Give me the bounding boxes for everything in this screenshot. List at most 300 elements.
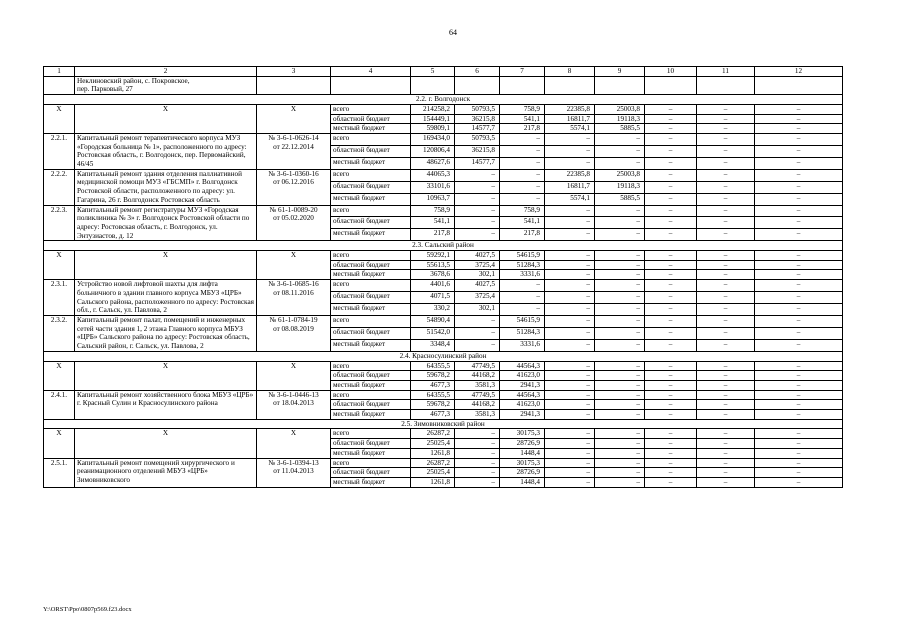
amount-cell: 47749,5 bbox=[455, 361, 500, 371]
amount-cell: – bbox=[645, 124, 697, 134]
object-description-cell: Капитальный ремонт регистратуры МУЗ «Городская поликлиника № 3» г. Волгодонск Ростовской области по адресу: Ростовская область, г. Волгодонск, ул. Энтузиастов, д. 12 bbox=[75, 205, 257, 241]
amount-cell: – bbox=[455, 458, 500, 468]
amount-cell: – bbox=[755, 104, 843, 114]
funding-source-cell: областной бюджет bbox=[331, 468, 411, 478]
amount-cell: – bbox=[755, 439, 843, 449]
cont-empty-cell bbox=[697, 76, 755, 94]
object-description-cell: Капитальный ремонт палат, помещений и инженерных сетей части здания 1, 2 этажа Главного корпуса МБУЗ «ЦРБ» Сальского района по адресу: Ростовская область, Сальский район, г. Сальск, ул. Павлова, 2 bbox=[75, 315, 257, 351]
amount-cell: – bbox=[545, 477, 595, 487]
amount-cell: – bbox=[595, 157, 645, 169]
amount-cell: 25025,4 bbox=[411, 439, 455, 449]
amount-cell: – bbox=[755, 251, 843, 261]
amount-cell: – bbox=[595, 205, 645, 217]
expertise-conclusion-cell: № 3-6-1-0446-13 от 18.04.2013 bbox=[257, 390, 331, 419]
amount-cell: – bbox=[645, 439, 697, 449]
amount-cell: – bbox=[697, 410, 755, 420]
amount-cell: – bbox=[697, 280, 755, 292]
amount-cell: – bbox=[755, 124, 843, 134]
funding-source-cell: областной бюджет bbox=[331, 260, 411, 270]
table-row bbox=[44, 458, 843, 468]
amount-cell: 25003,8 bbox=[595, 169, 645, 181]
amount-cell: – bbox=[595, 327, 645, 339]
amount-cell: – bbox=[645, 361, 697, 371]
amount-cell: – bbox=[755, 217, 843, 229]
row-number-cell: 2.3.1. bbox=[44, 280, 75, 316]
row-number-cell: 2.3.2. bbox=[44, 315, 75, 351]
amount-cell: – bbox=[755, 260, 843, 270]
amount-cell: – bbox=[755, 477, 843, 487]
cont-empty-cell bbox=[755, 76, 843, 94]
cont-empty-cell bbox=[545, 76, 595, 94]
amount-cell: – bbox=[455, 448, 500, 458]
amount-cell: 1448,4 bbox=[500, 477, 545, 487]
section-title: 2.3. Сальский район bbox=[44, 241, 843, 251]
amount-cell: – bbox=[645, 429, 697, 439]
table-row bbox=[44, 429, 843, 439]
column-number-cell: 9 bbox=[595, 67, 645, 77]
amount-cell: – bbox=[645, 181, 697, 193]
amount-cell: 59678,2 bbox=[411, 371, 455, 381]
amount-cell: 50793,5 bbox=[455, 133, 500, 145]
amount-cell: – bbox=[755, 339, 843, 351]
amount-cell: – bbox=[645, 292, 697, 304]
amount-cell: 2941,3 bbox=[500, 380, 545, 390]
section-header-row bbox=[44, 241, 843, 251]
amount-cell: – bbox=[645, 133, 697, 145]
funding-source-cell: областной бюджет bbox=[331, 145, 411, 157]
amount-cell: – bbox=[645, 229, 697, 241]
amount-cell: – bbox=[455, 468, 500, 478]
expertise-conclusion-cell: Х bbox=[257, 361, 331, 390]
amount-cell: – bbox=[595, 468, 645, 478]
amount-cell: – bbox=[755, 390, 843, 400]
funding-source-cell: всего bbox=[331, 429, 411, 439]
continuation-row bbox=[44, 76, 843, 94]
amount-cell: – bbox=[545, 304, 595, 316]
funding-source-cell: областной бюджет bbox=[331, 292, 411, 304]
funding-source-cell: всего bbox=[331, 251, 411, 261]
funding-source-cell: всего bbox=[331, 205, 411, 217]
amount-cell: – bbox=[455, 169, 500, 181]
amount-cell: – bbox=[697, 304, 755, 316]
object-description-cell: Х bbox=[75, 104, 257, 133]
expertise-conclusion-cell: № 3-6-1-0394-13 от 11.04.2013 bbox=[257, 458, 331, 487]
expertise-conclusion-cell: Х bbox=[257, 429, 331, 458]
amount-cell: – bbox=[755, 410, 843, 420]
object-description-cell: Капитальный ремонт здания отделения паллиативной медицинской помощи МУЗ «ГБСМП» г. Волгодонск Ростовской области, расположенного по адресу: ул. Гагарина, 26 г. Волгодонск Ростовская область bbox=[75, 169, 257, 205]
section-title: 2.2. г. Волгодонск bbox=[44, 95, 843, 105]
funding-source-cell: областной бюджет bbox=[331, 439, 411, 449]
amount-cell: – bbox=[645, 468, 697, 478]
budget-table bbox=[43, 66, 843, 488]
amount-cell: – bbox=[545, 145, 595, 157]
amount-cell: – bbox=[500, 157, 545, 169]
amount-cell: – bbox=[595, 229, 645, 241]
amount-cell: 1261,8 bbox=[411, 448, 455, 458]
column-number-cell: 10 bbox=[645, 67, 697, 77]
amount-cell: – bbox=[697, 380, 755, 390]
amount-cell: – bbox=[645, 169, 697, 181]
funding-source-cell: всего bbox=[331, 169, 411, 181]
amount-cell: – bbox=[545, 400, 595, 410]
amount-cell: – bbox=[755, 114, 843, 124]
amount-cell: – bbox=[645, 260, 697, 270]
amount-cell: – bbox=[545, 133, 595, 145]
funding-source-cell: всего bbox=[331, 104, 411, 114]
column-number-cell: 2 bbox=[75, 67, 257, 77]
amount-cell: – bbox=[455, 193, 500, 205]
cont-empty-cell bbox=[645, 76, 697, 94]
row-number-cell: 2.5.1. bbox=[44, 458, 75, 487]
amount-cell: 54615,9 bbox=[500, 251, 545, 261]
amount-cell: 28726,9 bbox=[500, 468, 545, 478]
amount-cell: 41623,0 bbox=[500, 400, 545, 410]
object-description-cell: Х bbox=[75, 251, 257, 280]
amount-cell: – bbox=[545, 229, 595, 241]
amount-cell: – bbox=[595, 410, 645, 420]
column-number-row bbox=[44, 67, 843, 77]
amount-cell: 22385,8 bbox=[545, 169, 595, 181]
amount-cell: – bbox=[645, 371, 697, 381]
amount-cell: 302,1 bbox=[455, 304, 500, 316]
amount-cell: 758,9 bbox=[500, 205, 545, 217]
amount-cell: 4401,6 bbox=[411, 280, 455, 292]
amount-cell: – bbox=[545, 429, 595, 439]
amount-cell: 4677,3 bbox=[411, 380, 455, 390]
amount-cell: – bbox=[697, 124, 755, 134]
amount-cell: – bbox=[545, 205, 595, 217]
amount-cell: – bbox=[697, 193, 755, 205]
row-number-cell: 2.2.2. bbox=[44, 169, 75, 205]
amount-cell: – bbox=[755, 157, 843, 169]
amount-cell: – bbox=[645, 304, 697, 316]
amount-cell: – bbox=[500, 304, 545, 316]
section-header-row bbox=[44, 351, 843, 361]
funding-source-cell: местный бюджет bbox=[331, 380, 411, 390]
page-number: 64 bbox=[449, 28, 457, 37]
amount-cell: – bbox=[755, 133, 843, 145]
amount-cell: 30175,3 bbox=[500, 429, 545, 439]
amount-cell: – bbox=[645, 270, 697, 280]
amount-cell: 44564,3 bbox=[500, 361, 545, 371]
amount-cell: – bbox=[755, 205, 843, 217]
object-description-cell: Капитальный ремонт хозяйственного блока МБУЗ «ЦРБ» г. Красный Сулин и Красносулинского района bbox=[75, 390, 257, 419]
amount-cell: – bbox=[755, 448, 843, 458]
amount-cell: 59292,1 bbox=[411, 251, 455, 261]
amount-cell: – bbox=[755, 169, 843, 181]
amount-cell: – bbox=[755, 371, 843, 381]
amount-cell: – bbox=[755, 429, 843, 439]
amount-cell: 3348,4 bbox=[411, 339, 455, 351]
amount-cell: 26287,2 bbox=[411, 458, 455, 468]
table-row bbox=[44, 169, 843, 181]
funding-source-cell: областной бюджет bbox=[331, 114, 411, 124]
amount-cell: 1261,8 bbox=[411, 477, 455, 487]
amount-cell: 36215,8 bbox=[455, 145, 500, 157]
amount-cell: 3678,6 bbox=[411, 270, 455, 280]
amount-cell: – bbox=[595, 315, 645, 327]
amount-cell: – bbox=[545, 380, 595, 390]
amount-cell: – bbox=[545, 315, 595, 327]
amount-cell: 541,1 bbox=[500, 217, 545, 229]
amount-cell: 22385,8 bbox=[545, 104, 595, 114]
amount-cell: 217,8 bbox=[411, 229, 455, 241]
amount-cell: – bbox=[755, 229, 843, 241]
amount-cell: 26287,2 bbox=[411, 429, 455, 439]
amount-cell: – bbox=[455, 181, 500, 193]
amount-cell: – bbox=[697, 205, 755, 217]
amount-cell: – bbox=[500, 292, 545, 304]
amount-cell: – bbox=[755, 361, 843, 371]
amount-cell: – bbox=[545, 260, 595, 270]
column-number-cell: 3 bbox=[257, 67, 331, 77]
amount-cell: 59678,2 bbox=[411, 400, 455, 410]
amount-cell: – bbox=[455, 217, 500, 229]
amount-cell: – bbox=[645, 217, 697, 229]
amount-cell: 44168,2 bbox=[455, 400, 500, 410]
amount-cell: – bbox=[697, 429, 755, 439]
amount-cell: – bbox=[545, 371, 595, 381]
amount-cell: – bbox=[595, 304, 645, 316]
expertise-conclusion-cell: № 3-6-1-0685-16 от 08.11.2016 bbox=[257, 280, 331, 316]
column-number-cell: 12 bbox=[755, 67, 843, 77]
funding-source-cell: местный бюджет bbox=[331, 229, 411, 241]
amount-cell: – bbox=[595, 361, 645, 371]
amount-cell: – bbox=[697, 114, 755, 124]
amount-cell: – bbox=[755, 304, 843, 316]
amount-cell: 5574,1 bbox=[545, 193, 595, 205]
amount-cell: 5885,5 bbox=[595, 124, 645, 134]
amount-cell: – bbox=[645, 477, 697, 487]
amount-cell: 14577,7 bbox=[455, 157, 500, 169]
amount-cell: 217,8 bbox=[500, 124, 545, 134]
amount-cell: 44564,3 bbox=[500, 390, 545, 400]
amount-cell: – bbox=[545, 410, 595, 420]
amount-cell: 16811,7 bbox=[545, 181, 595, 193]
funding-source-cell: местный бюджет bbox=[331, 477, 411, 487]
column-number-cell: 8 bbox=[545, 67, 595, 77]
file-path-footer: Y:\ORST\Ppo\0807p569.f23.docx bbox=[43, 606, 132, 613]
amount-cell: – bbox=[455, 339, 500, 351]
column-number-cell: 11 bbox=[697, 67, 755, 77]
amount-cell: – bbox=[455, 229, 500, 241]
amount-cell: 44168,2 bbox=[455, 371, 500, 381]
amount-cell: 10963,7 bbox=[411, 193, 455, 205]
amount-cell: 4071,5 bbox=[411, 292, 455, 304]
object-description-cell: Капитальный ремонт терапевтического корпуса МУЗ «Городская больница № 1», расположенного по адресу: Ростовская область, г. Волгодонск, пер. Первомайский, 46/45 bbox=[75, 133, 257, 169]
amount-cell: 14577,7 bbox=[455, 124, 500, 134]
amount-cell: – bbox=[697, 439, 755, 449]
amount-cell: – bbox=[755, 458, 843, 468]
amount-cell: – bbox=[595, 429, 645, 439]
amount-cell: – bbox=[697, 104, 755, 114]
amount-cell: – bbox=[697, 145, 755, 157]
cont-empty-cell bbox=[257, 76, 331, 94]
amount-cell: – bbox=[455, 315, 500, 327]
amount-cell: – bbox=[697, 217, 755, 229]
amount-cell: – bbox=[545, 339, 595, 351]
cont-empty-cell bbox=[331, 76, 411, 94]
section-title: 2.5. Зимовниковский район bbox=[44, 419, 843, 429]
amount-cell: – bbox=[697, 361, 755, 371]
row-number-cell: Х bbox=[44, 361, 75, 390]
amount-cell: 51284,3 bbox=[500, 327, 545, 339]
amount-cell: 758,9 bbox=[500, 104, 545, 114]
funding-source-cell: всего bbox=[331, 280, 411, 292]
amount-cell: – bbox=[755, 380, 843, 390]
amount-cell: – bbox=[500, 145, 545, 157]
amount-cell: 3331,6 bbox=[500, 270, 545, 280]
amount-cell: – bbox=[545, 468, 595, 478]
amount-cell: – bbox=[755, 468, 843, 478]
object-description-cell: Устройство новой лифтовой шахты для лифта больничного в здании главного корпуса МБУЗ «ЦРБ» Сальского района, расположенного по адресу: Ростовская обл., г. Сальск, ул. Павлова, 2 bbox=[75, 280, 257, 316]
amount-cell: 3725,4 bbox=[455, 260, 500, 270]
amount-cell: – bbox=[645, 448, 697, 458]
amount-cell: – bbox=[755, 145, 843, 157]
amount-cell: – bbox=[545, 157, 595, 169]
column-number-cell: 1 bbox=[44, 67, 75, 77]
funding-source-cell: всего bbox=[331, 133, 411, 145]
row-number-cell: Х bbox=[44, 251, 75, 280]
amount-cell: – bbox=[595, 280, 645, 292]
cont-desc-cell: Неклиновский район, с. Покровское, пер. Парковый, 27 bbox=[75, 76, 257, 94]
amount-cell: 541,1 bbox=[411, 217, 455, 229]
amount-cell: 758,9 bbox=[411, 205, 455, 217]
amount-cell: 4027,5 bbox=[455, 280, 500, 292]
amount-cell: – bbox=[645, 193, 697, 205]
amount-cell: – bbox=[755, 292, 843, 304]
amount-cell: – bbox=[595, 448, 645, 458]
amount-cell: – bbox=[645, 410, 697, 420]
funding-source-cell: областной бюджет bbox=[331, 327, 411, 339]
table-body bbox=[44, 67, 843, 488]
amount-cell: – bbox=[545, 458, 595, 468]
table-row bbox=[44, 205, 843, 217]
amount-cell: 33101,6 bbox=[411, 181, 455, 193]
amount-cell: – bbox=[645, 104, 697, 114]
amount-cell: – bbox=[595, 339, 645, 351]
amount-cell: 25003,8 bbox=[595, 104, 645, 114]
amount-cell: – bbox=[755, 280, 843, 292]
amount-cell: – bbox=[755, 193, 843, 205]
funding-source-cell: местный бюджет bbox=[331, 157, 411, 169]
amount-cell: 16811,7 bbox=[545, 114, 595, 124]
amount-cell: – bbox=[645, 339, 697, 351]
amount-cell: – bbox=[645, 327, 697, 339]
amount-cell: – bbox=[645, 380, 697, 390]
amount-cell: 47749,5 bbox=[455, 390, 500, 400]
amount-cell: – bbox=[595, 133, 645, 145]
amount-cell: – bbox=[455, 429, 500, 439]
amount-cell: – bbox=[697, 229, 755, 241]
amount-cell: – bbox=[697, 251, 755, 261]
amount-cell: 1448,4 bbox=[500, 448, 545, 458]
funding-source-cell: областной бюджет bbox=[331, 181, 411, 193]
funding-source-cell: областной бюджет bbox=[331, 371, 411, 381]
amount-cell: 36215,8 bbox=[455, 114, 500, 124]
amount-cell: – bbox=[545, 270, 595, 280]
cont-empty-cell bbox=[595, 76, 645, 94]
row-number-cell: Х bbox=[44, 104, 75, 133]
amount-cell: 55613,5 bbox=[411, 260, 455, 270]
funding-source-cell: всего bbox=[331, 361, 411, 371]
amount-cell: 51542,0 bbox=[411, 327, 455, 339]
table-row bbox=[44, 390, 843, 400]
amount-cell: 64355,5 bbox=[411, 390, 455, 400]
amount-cell: 44065,3 bbox=[411, 169, 455, 181]
amount-cell: 19118,3 bbox=[595, 181, 645, 193]
expertise-conclusion-cell: № 3-6-1-0626-14 от 22.12.2014 bbox=[257, 133, 331, 169]
amount-cell: – bbox=[645, 205, 697, 217]
amount-cell: – bbox=[500, 193, 545, 205]
amount-cell: 3725,4 bbox=[455, 292, 500, 304]
amount-cell: – bbox=[645, 280, 697, 292]
amount-cell: – bbox=[697, 133, 755, 145]
amount-cell: – bbox=[595, 270, 645, 280]
funding-source-cell: местный бюджет bbox=[331, 448, 411, 458]
table-row bbox=[44, 361, 843, 371]
cont-empty-cell bbox=[455, 76, 500, 94]
row-number-cell: Х bbox=[44, 429, 75, 458]
amount-cell: – bbox=[595, 145, 645, 157]
amount-cell: – bbox=[645, 458, 697, 468]
expertise-conclusion-cell: Х bbox=[257, 104, 331, 133]
expertise-conclusion-cell: № 61-1-0089-20 от 05.02.2020 bbox=[257, 205, 331, 241]
amount-cell: 120806,4 bbox=[411, 145, 455, 157]
funding-source-cell: областной бюджет bbox=[331, 400, 411, 410]
table-row bbox=[44, 315, 843, 327]
amount-cell: – bbox=[545, 280, 595, 292]
amount-cell: – bbox=[455, 327, 500, 339]
amount-cell: 3331,6 bbox=[500, 339, 545, 351]
table-row bbox=[44, 133, 843, 145]
amount-cell: – bbox=[755, 327, 843, 339]
amount-cell: – bbox=[595, 477, 645, 487]
expertise-conclusion-cell: № 61-1-0784-19 от 08.08.2019 bbox=[257, 315, 331, 351]
amount-cell: – bbox=[697, 327, 755, 339]
column-number-cell: 7 bbox=[500, 67, 545, 77]
column-number-cell: 5 bbox=[411, 67, 455, 77]
object-description-cell: Капитальный ремонт помещений хирургического и реанимационного отделений МБУЗ «ЦРБ» Зимовниковского bbox=[75, 458, 257, 487]
amount-cell: 50793,5 bbox=[455, 104, 500, 114]
section-title: 2.4. Красносулинский район bbox=[44, 351, 843, 361]
amount-cell: – bbox=[755, 270, 843, 280]
funding-source-cell: всего bbox=[331, 390, 411, 400]
column-number-cell: 6 bbox=[455, 67, 500, 77]
amount-cell: 330,2 bbox=[411, 304, 455, 316]
amount-cell: 4677,3 bbox=[411, 410, 455, 420]
amount-cell: 169434,0 bbox=[411, 133, 455, 145]
amount-cell: – bbox=[545, 448, 595, 458]
amount-cell: – bbox=[455, 205, 500, 217]
row-number-cell: 2.4.1. bbox=[44, 390, 75, 419]
table-row bbox=[44, 104, 843, 114]
amount-cell: 302,1 bbox=[455, 270, 500, 280]
expertise-conclusion-cell: Х bbox=[257, 251, 331, 280]
amount-cell: – bbox=[697, 157, 755, 169]
amount-cell: 51284,3 bbox=[500, 260, 545, 270]
funding-source-cell: местный бюджет bbox=[331, 193, 411, 205]
amount-cell: 54890,4 bbox=[411, 315, 455, 327]
amount-cell: – bbox=[595, 217, 645, 229]
amount-cell: – bbox=[697, 477, 755, 487]
amount-cell: – bbox=[645, 315, 697, 327]
amount-cell: – bbox=[755, 315, 843, 327]
amount-cell: – bbox=[697, 292, 755, 304]
table-row bbox=[44, 251, 843, 261]
funding-source-cell: местный бюджет bbox=[331, 339, 411, 351]
amount-cell: – bbox=[645, 400, 697, 410]
